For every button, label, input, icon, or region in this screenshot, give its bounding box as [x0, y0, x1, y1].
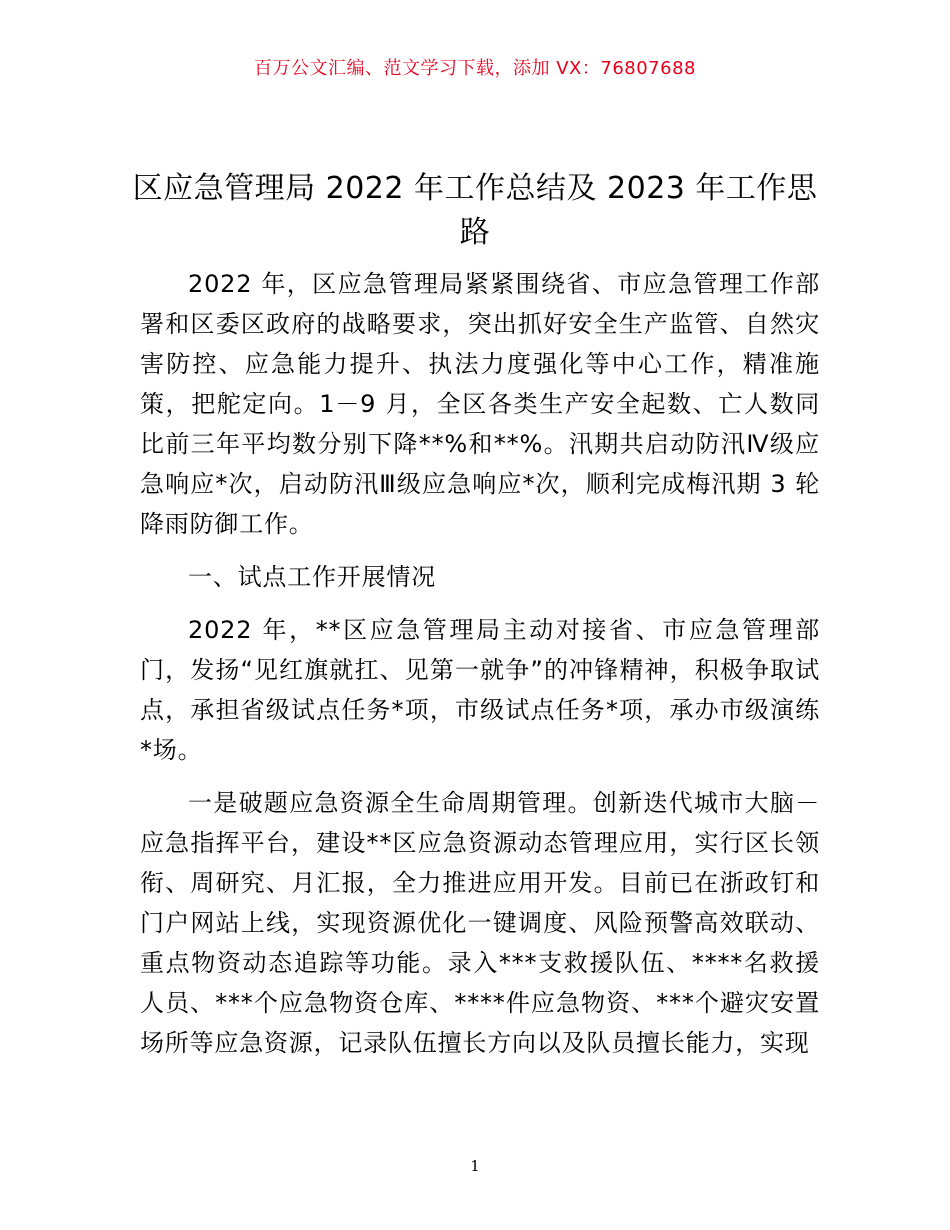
- body-paragraph: 一是破题应急资源全生命周期管理。创新迭代城市大脑－应急指挥平台，建设**区应急资源动态管理应用，实行区长领衔、周研究、月汇报，全力推进应用开发。目前已在浙政钉和门户网站上线，实现资源优化一键调度、风险预警高效联动、重点物资动态追踪等功能。录入***支救援队伍、****名救援人员、***个应急物资仓库、****件应急物资、***个避灾安置场所等应急资源，记录队伍擅长方向以及队员擅长能力，实现: [140, 789, 820, 1057]
- document-title: 区应急管理局 2022 年工作总结及 2023 年工作思路: [132, 171, 818, 250]
- intro-paragraph: 2022 年，区应急管理局紧紧围绕省、市应急管理工作部署和区委区政府的战略要求，突出抓好安全生产监管、自然灾害防控、应急能力提升、执法力度强化等中心工作，精准施策，把舵定向。1－9 月，全区各类生产安全起数、亡人数同比前三年平均数分别下降**%和**%。汛期共启动防汛Ⅳ级应急响应*次，启动防汛Ⅲ级应急响应*次，顺利完成梅汛期 3 轮降雨防御工作。: [140, 270, 820, 538]
- body-paragraph: 2022 年，**区应急管理局主动对接省、市应急管理部门，发扬“见红旗就扛、见第一就争”的冲锋精神，积极争取试点，承担省级试点任务*项，市级试点任务*项，承办市级演练*场。: [140, 616, 820, 764]
- page-number: 1: [470, 1157, 480, 1175]
- section-heading: 一、试点工作开展情况: [188, 563, 436, 591]
- document-body: [140, 264, 820, 1063]
- promo-header: 百万公文汇编、范文学习下载，添加 VX：76807688: [254, 58, 696, 79]
